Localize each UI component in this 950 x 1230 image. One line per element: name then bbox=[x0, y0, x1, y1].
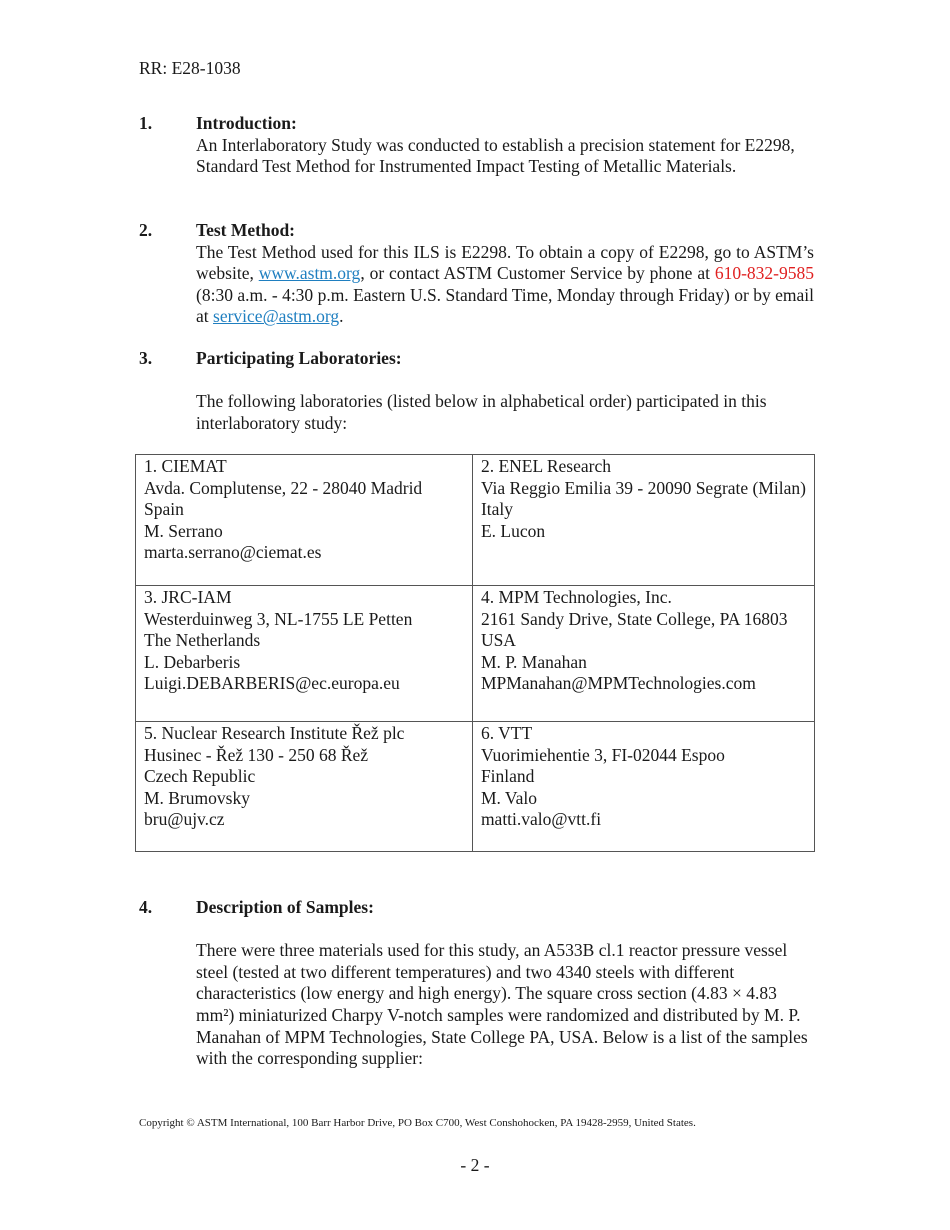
section-number: 4. bbox=[139, 897, 153, 917]
lab-name: 3. JRC-IAM bbox=[144, 587, 232, 607]
section-title: Test Method: bbox=[196, 220, 296, 240]
section-text: An Interlaboratory Study was conducted to establish a precision statement for E2298, Standard Test Method for Instrumented Impact Testing of Metallic Materials. bbox=[196, 134, 795, 177]
lab-cell bbox=[472, 455, 814, 586]
text-fragment: (8:30 a.m. - 4:30 p.m. Eastern U.S. Standard Time, Monday through Friday) or by email at bbox=[196, 284, 814, 327]
table-row bbox=[136, 586, 815, 722]
lab-country: USA bbox=[480, 630, 516, 651]
lab-cell bbox=[136, 586, 473, 722]
lab-contact: M. Brumovsky bbox=[144, 787, 250, 808]
section-number: 1. bbox=[139, 113, 153, 133]
lab-email: matti.valo@vtt.fi bbox=[480, 809, 602, 830]
lab-name: 1. CIEMAT bbox=[144, 456, 227, 476]
lab-address: Husinec - Řež 130 - 250 68 Řež bbox=[144, 744, 369, 765]
lab-contact: E. Lucon bbox=[480, 520, 546, 541]
email-link[interactable]: service@astm.org bbox=[213, 306, 340, 327]
lab-country: Czech Republic bbox=[144, 766, 256, 787]
lab-name: 6. VTT bbox=[480, 723, 533, 743]
lab-name: 4. MPM Technologies, Inc. bbox=[480, 587, 672, 607]
copyright-notice: Copyright © ASTM International, 100 Barr Harbor Drive, PO Box C700, West Conshohocken, PA 19428-2959, United States. bbox=[139, 1117, 696, 1129]
table-row bbox=[136, 722, 815, 852]
phone-number: 610-832-9585 bbox=[714, 263, 814, 284]
lab-email: Luigi.DEBARBERIS@ec.europa.eu bbox=[144, 673, 400, 694]
section-title: Description of Samples: bbox=[196, 897, 374, 917]
lab-address: Avda. Complutense, 22 - 28040 Madrid bbox=[144, 477, 423, 498]
lab-email: bru@ujv.cz bbox=[144, 809, 225, 830]
lab-cell bbox=[136, 455, 473, 586]
section-title: Participating Laboratories: bbox=[196, 348, 402, 368]
lab-contact: L. Debarberis bbox=[144, 651, 241, 672]
section-text bbox=[196, 242, 814, 328]
lab-address: Via Reggio Emilia 39 - 20090 Segrate (Milan) bbox=[480, 477, 806, 498]
lab-email: marta.serrano@ciemat.es bbox=[144, 542, 322, 563]
website-link[interactable]: www.astm.org bbox=[258, 263, 361, 284]
lab-cell bbox=[472, 722, 814, 852]
section-text: The following laboratories (listed below in alphabetical order) participated in this interlaboratory study: bbox=[196, 391, 767, 433]
lab-name: 5. Nuclear Research Institute Řež plc bbox=[144, 723, 405, 743]
page-number: - 2 - bbox=[460, 1155, 490, 1175]
text-fragment: . bbox=[339, 306, 344, 327]
lab-address: 2161 Sandy Drive, State College, PA 16803 bbox=[480, 608, 788, 629]
lab-email: MPManahan@MPMTechnologies.com bbox=[480, 673, 756, 694]
lab-country: Spain bbox=[144, 499, 184, 520]
text-fragment: , or contact ASTM Customer Service by phone at bbox=[360, 263, 715, 284]
lab-name: 2. ENEL Research bbox=[480, 456, 611, 476]
lab-country: Finland bbox=[480, 766, 535, 787]
lab-country: Italy bbox=[480, 499, 514, 520]
section-number: 2. bbox=[139, 220, 153, 240]
lab-address: Vuorimiehentie 3, FI-02044 Espoo bbox=[480, 744, 725, 765]
lab-contact: M. Serrano bbox=[144, 520, 223, 541]
lab-contact: M. Valo bbox=[480, 787, 538, 808]
document-reference: RR: E28-1038 bbox=[139, 58, 241, 78]
table-row bbox=[136, 455, 815, 586]
section-title: Introduction: bbox=[196, 113, 297, 133]
laboratories-table bbox=[135, 454, 815, 852]
lab-cell bbox=[472, 586, 814, 722]
text-fragment: The Test Method used for this ILS is E2298. To obtain a copy of E2298, go to ASTM’s website, bbox=[196, 241, 814, 284]
section-text: There were three materials used for this study, an A533B cl.1 reactor pressure vessel steel (tested at two different temperatures) and two 4340 steels with different characteristics (low energy and high energy). The square cross section (4.83 × 4.83 mm²) miniaturized Charpy V-notch samples were randomized and distributed by M. P. Manahan of MPM Technologies, State College PA, USA. Below is a list of the samples with the corresponding supplier: bbox=[196, 940, 808, 1069]
lab-cell bbox=[136, 722, 473, 852]
lab-address: Westerduinweg 3, NL-1755 LE Petten bbox=[144, 608, 413, 629]
lab-country: The Netherlands bbox=[144, 630, 261, 651]
section-number: 3. bbox=[139, 348, 153, 368]
lab-contact: M. P. Manahan bbox=[480, 651, 587, 672]
